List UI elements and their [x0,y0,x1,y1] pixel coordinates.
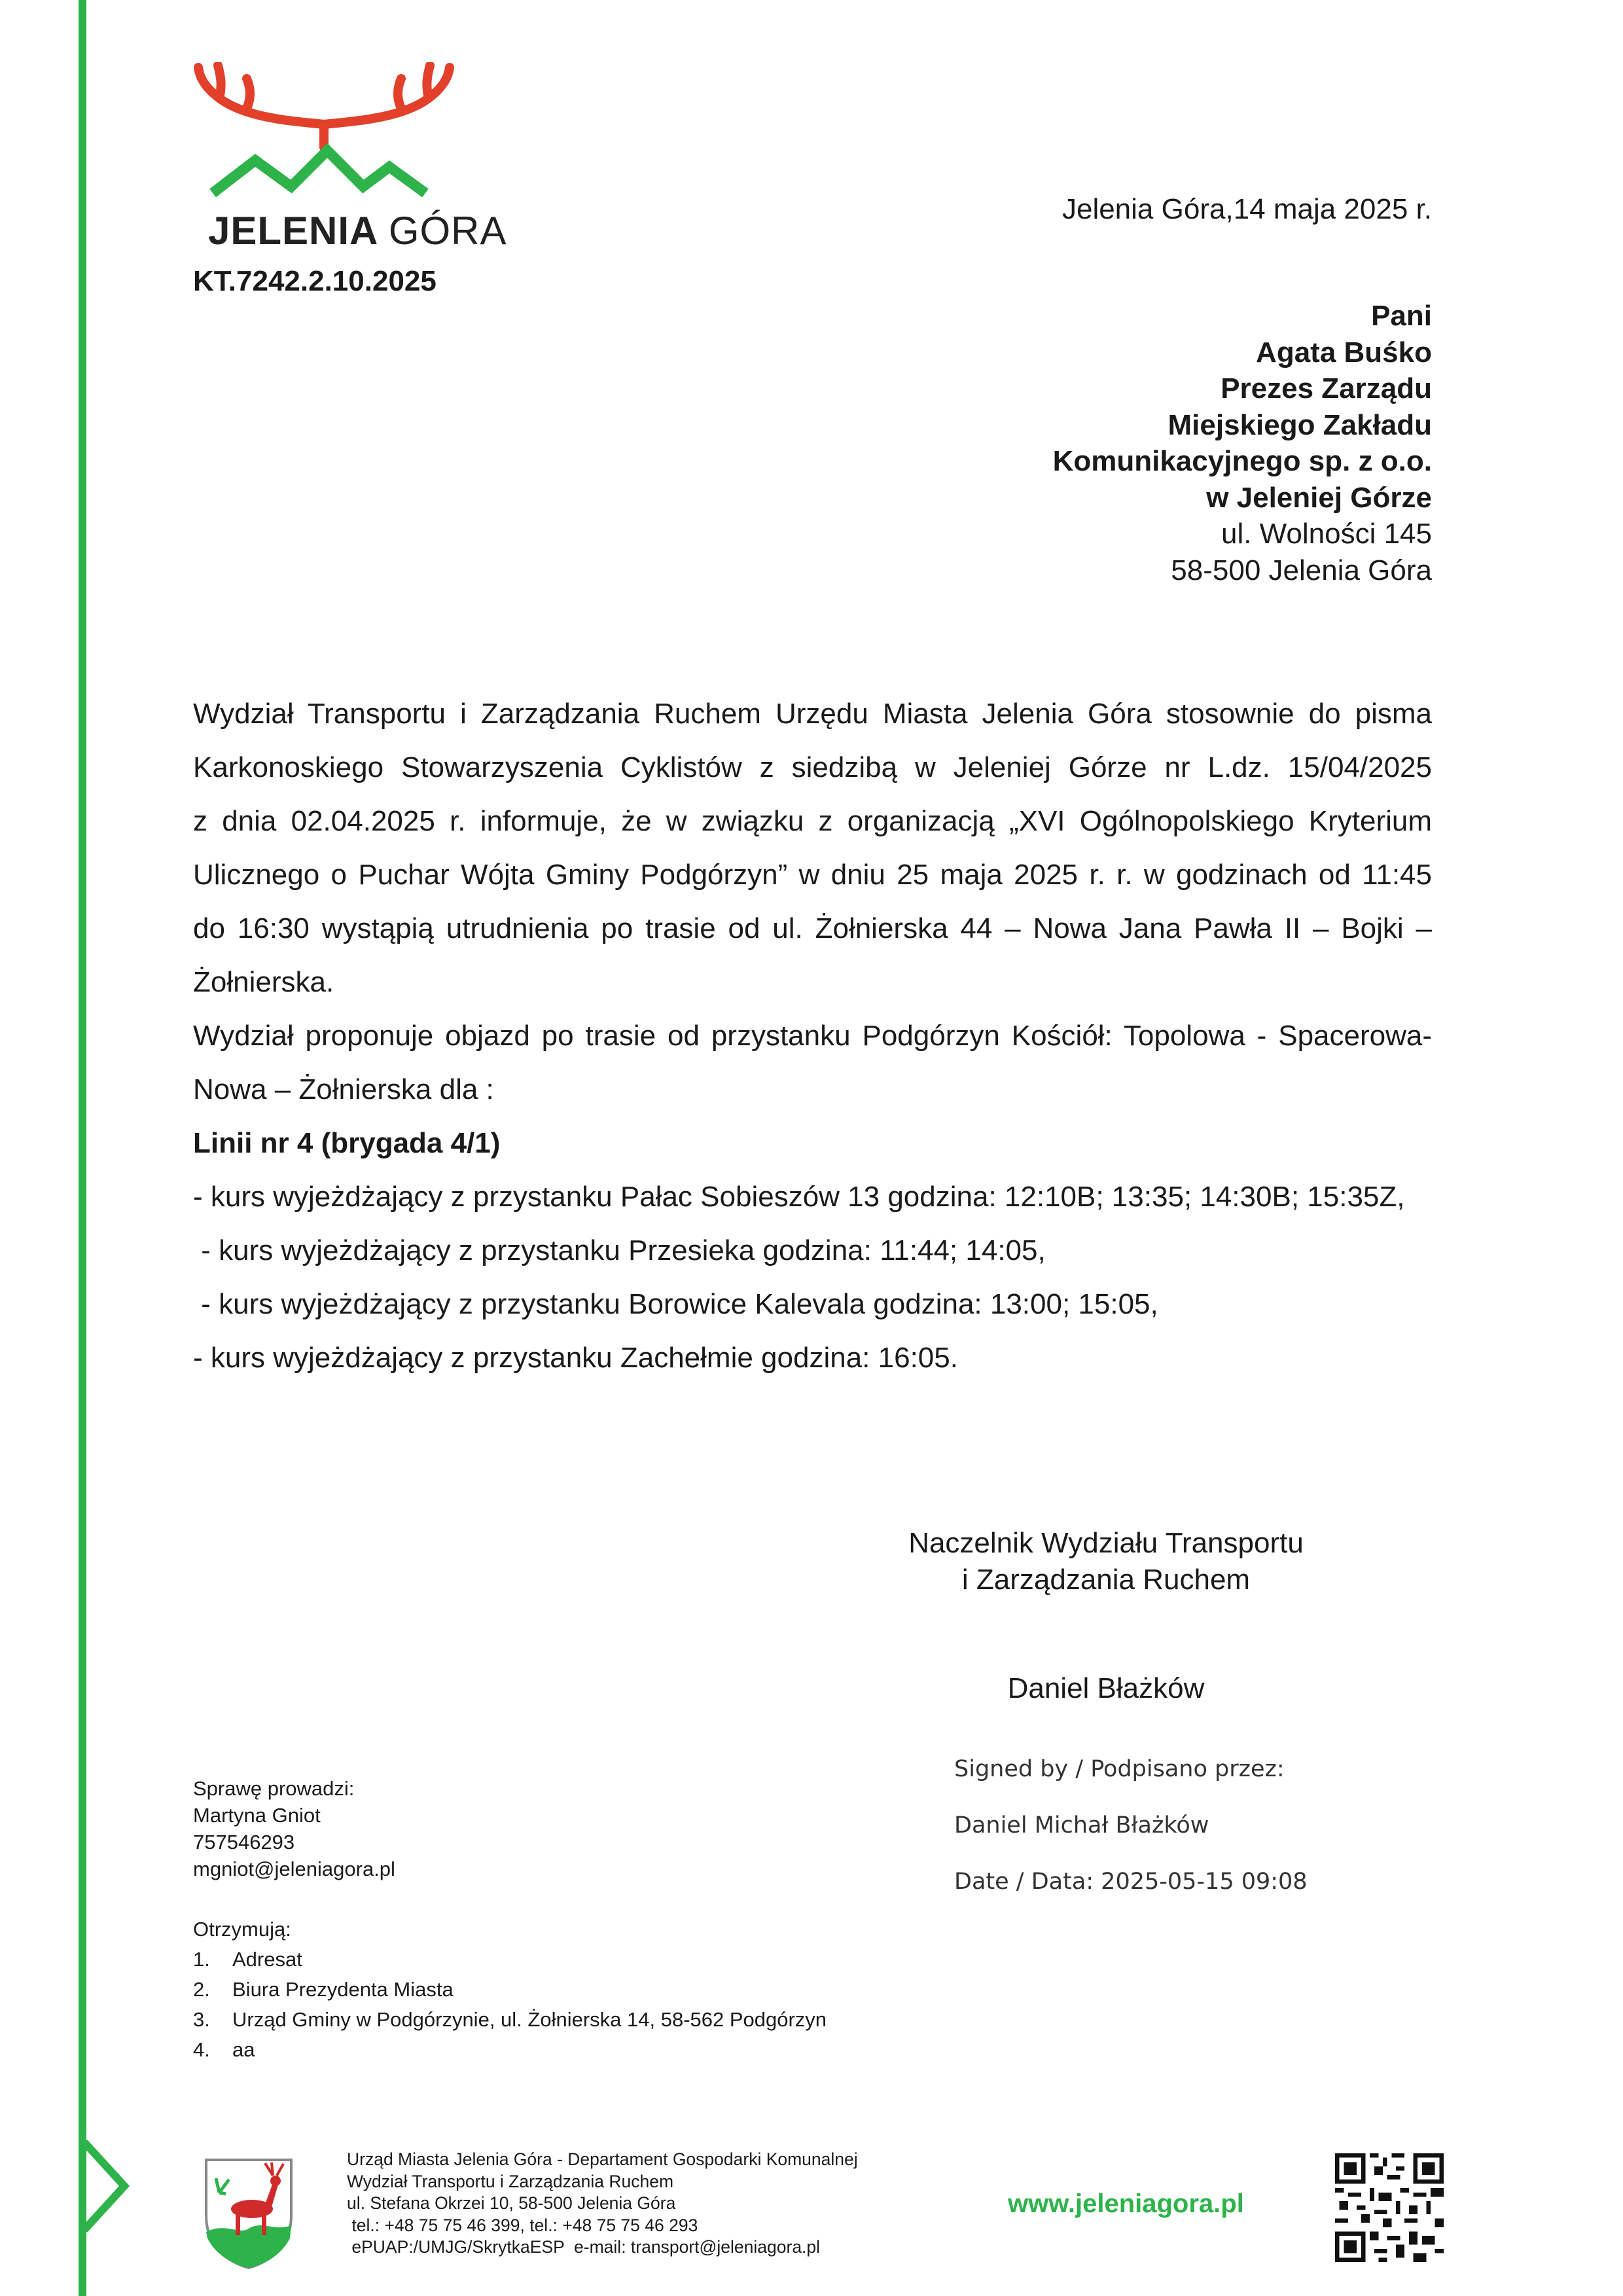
handler-email: mgniot@jeleniagora.pl [193,1857,395,1880]
logo-text-bold: JELENIA [208,209,378,253]
recipient-line: Prezes Zarządu [1221,372,1432,404]
recipient-line: Komunikacyjnego sp. z o.o. [1052,445,1432,477]
signatory-title-line: i Zarządzania Ruchem [961,1564,1251,1596]
recipient-line: w Jeleniej Górze [1206,481,1432,514]
body-line: do 16:30 wystąpią utrudnienia po trasie od ul. Żołnierska 44 – Nowa Jana Pawła II – Bojki – [193,912,1432,944]
footer-line: ePUAP:/UMJG/SkrytkaESP e-mail: transport@jeleniagora.pl [347,2237,821,2257]
border-chevron-icon [72,2140,137,2232]
footer-line: tel.: +48 75 75 46 399, tel.: +48 75 75 46 293 [347,2215,698,2235]
body-line: Wydział proponuje objazd po trasie od przystanku Podgórzyn Kościół: Topolowa - Spacerowa- [193,1020,1432,1052]
course-item: - kurs wyjeżdżający z przystanku Zachełmie godzina: 16:05. [193,1342,958,1374]
logo-text-light: GÓRA [388,209,507,253]
signed-name: Daniel Michał Błażków [954,1812,1209,1839]
body-line: z dnia 02.04.2025 r. informuje, że w związku z organizacją „XVI Ogólnopolskiego Kryterium [193,805,1432,837]
body-line: Wydział Transportu i Zarządzania Ruchem Urzędu Miasta Jelenia Góra stosownie do pisma [193,698,1432,730]
recipient-line: Agata Buśko [1256,336,1432,368]
recipient-line: Miejskiego Zakładu [1168,408,1432,441]
signer-name: Daniel Błażków [1007,1672,1205,1704]
digital-signature [954,1741,1308,1910]
signed-by-label: Signed by / Podpisano przez: [954,1756,1285,1782]
list-item: 1. Adresat [193,1948,302,1971]
course-item: - kurs wyjeżdżający z przystanku Pałac Sobieszów 13 godzina: 12:10B; 13:35; 14:30B; 15:35Z, [193,1181,1405,1213]
list-item: 3. Urząd Gminy w Podgórzynie, ul. Żołnierska 14, 58-562 Podgórzyn [193,2008,827,2031]
body-line: Karkonoskiego Stowarzyszenia Cyklistów z siedzibą w Jeleniej Górze nr L.dz. 15/04/2025 [193,751,1432,783]
course-item: - kurs wyjeżdżający z przystanku Przesieka godzina: 11:44; 14:05, [193,1234,1046,1266]
signed-date: Date / Data: 2025-05-15 09:08 [954,1869,1308,1895]
line-heading: Linii nr 4 (brygada 4/1) [193,1127,501,1159]
body-line: Nowa – Żołnierska dla : [193,1073,494,1105]
recipient-block [1053,298,1432,588]
case-handler [193,1775,395,1882]
recipient-line: Pani [1371,300,1432,332]
handler-phone: 757546293 [193,1831,295,1854]
letter-date: Jelenia Góra,14 maja 2025 r. [1061,193,1432,225]
distribution-label: Otrzymują: [193,1918,291,1941]
list-item: 2. Biura Prezydenta Miasta [193,1978,454,2001]
logo-wordmark [208,208,507,253]
footer-line: ul. Stefana Okrzei 10, 58-500 Jelenia Góra [347,2193,676,2213]
recipient-line: ul. Wolności 145 [1221,518,1432,550]
left-border-line [79,0,86,2296]
footer-line: Wydział Transportu i Zarządzania Ruchem [347,2171,674,2191]
distribution-list [193,1914,827,2065]
city-crest-icon [200,2153,298,2271]
letter-body [193,687,1432,1385]
website-link[interactable]: www.jeleniagora.pl [1008,2189,1244,2218]
signatory-title-line: Naczelnik Wydziału Transportu [908,1527,1304,1559]
recipient-line: 58-500 Jelenia Góra [1171,554,1432,586]
case-number: KT.7242.2.10.2025 [193,265,437,297]
handler-name: Martyna Gniot [193,1804,321,1827]
signatory-title [877,1525,1335,1598]
body-line: Żołnierska. [193,966,334,998]
list-item: 4. aa [193,2038,255,2061]
handler-label: Sprawę prowadzi: [193,1777,355,1800]
course-item: - kurs wyjeżdżający z przystanku Borowice Kalevala godzina: 13:00; 15:05, [193,1288,1158,1320]
qr-code-icon [1335,2153,1444,2262]
body-line: Ulicznego o Puchar Wójta Gminy Podgórzyn” w dniu 25 maja 2025 r. r. w godzinach od 11:45 [193,859,1432,891]
footer-line: Urząd Miasta Jelenia Góra - Departament Gospodarki Komunalnej [347,2149,858,2169]
footer-address [347,2149,858,2259]
